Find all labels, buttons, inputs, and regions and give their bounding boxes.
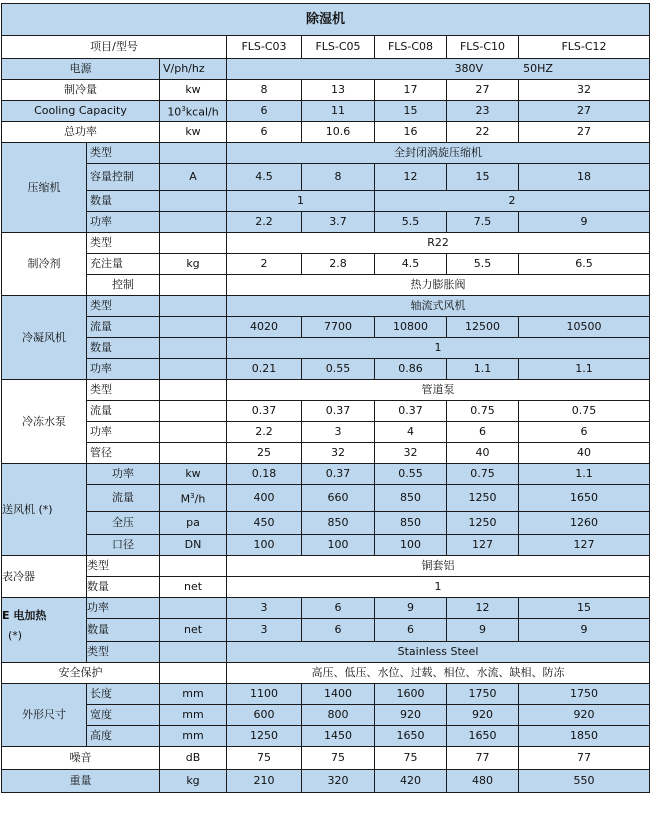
value-cell: 铜套铝 <box>227 556 650 577</box>
sub-label: 类型 <box>87 143 160 164</box>
total-power-row <box>2 122 650 143</box>
safety-row <box>2 663 650 684</box>
value-cell: 100 <box>302 535 375 556</box>
value-cell: 100 <box>375 535 447 556</box>
value-cell: 6 <box>227 101 302 122</box>
value-cell: 22 <box>447 122 519 143</box>
value-cell: 6 <box>227 122 302 143</box>
refrigerant-control-row <box>2 275 650 296</box>
value-cell: 1260 <box>519 512 650 535</box>
value-cell: 1650 <box>447 726 519 747</box>
value-cell: 127 <box>447 535 519 556</box>
value-cell: 0.55 <box>375 464 447 485</box>
row-label: 制冷量 <box>2 80 160 101</box>
value-cell: 10800 <box>375 317 447 338</box>
value-cell: 5.5 <box>447 254 519 275</box>
value-cell: 热力膨胀阀 <box>227 275 650 296</box>
power-supply-row <box>2 59 650 80</box>
unit-cell: kg <box>160 254 227 275</box>
heater-power-row <box>2 598 650 619</box>
condenser-type-row <box>2 296 650 317</box>
header-item: 项目/型号 <box>2 36 227 59</box>
cooling-kw-row <box>2 80 650 101</box>
value-cell: 轴流式风机 <box>227 296 650 317</box>
value-cell: 15 <box>447 164 519 191</box>
unit-sup: 3 <box>181 105 186 114</box>
unit-cell: net <box>160 577 227 598</box>
sub-label: 数量 <box>87 338 160 359</box>
value-cell: 0.75 <box>447 464 519 485</box>
value-cell: 0.37 <box>302 464 375 485</box>
value-cell: 7.5 <box>447 212 519 233</box>
value-cell: 77 <box>519 747 650 770</box>
sub-label: 类型 <box>87 233 160 254</box>
value-cell: 210 <box>227 770 302 793</box>
value-cell: 32 <box>375 443 447 464</box>
value-cell: 850 <box>375 512 447 535</box>
value-cell: 6 <box>302 619 375 642</box>
unit-cell: A <box>160 164 227 191</box>
header-row <box>2 36 650 59</box>
sub-label: 功率 <box>87 464 160 485</box>
value-cell: 1650 <box>519 485 650 512</box>
sub-label: 数量 <box>87 577 160 598</box>
noise-row <box>2 747 650 770</box>
model-header: FLS-C12 <box>519 36 650 59</box>
unit-cell: V/ph/hz <box>160 59 227 80</box>
value-cell: Stainless Steel <box>227 642 650 663</box>
section-label-refrigerant: 制冷剂 <box>2 233 87 296</box>
row-label: 重量 <box>2 770 160 793</box>
value-cell: 2.8 <box>302 254 375 275</box>
refrigerant-type-row <box>2 233 650 254</box>
value-cell: 12 <box>447 598 519 619</box>
value-cell: 400 <box>227 485 302 512</box>
section-label-surface-cooler: 表冷器 <box>2 556 87 598</box>
value-cell <box>227 59 650 80</box>
value-cell: 1850 <box>519 726 650 747</box>
pump-pipe-row <box>2 443 650 464</box>
value-cell: 0.21 <box>227 359 302 380</box>
sub-label: 功率 <box>87 598 160 619</box>
value-cell: 75 <box>375 747 447 770</box>
value-cell: 3 <box>227 619 302 642</box>
value-cell: 850 <box>375 485 447 512</box>
value-cell: 8 <box>227 80 302 101</box>
sub-label: 流量 <box>87 317 160 338</box>
sub-label: 全压 <box>87 512 160 535</box>
value-cell: 32 <box>302 443 375 464</box>
value-cell: 800 <box>302 705 375 726</box>
value-cell: 4020 <box>227 317 302 338</box>
value-cell: 6 <box>519 422 650 443</box>
row-label: 噪音 <box>2 747 160 770</box>
value-cell: 550 <box>519 770 650 793</box>
heater-label-note: (*) <box>8 629 23 642</box>
value-cell: 1650 <box>375 726 447 747</box>
cooler-type-row <box>2 556 650 577</box>
value-cell: 16 <box>375 122 447 143</box>
value-cell: 1.1 <box>519 359 650 380</box>
sub-label: 数量 <box>87 619 160 642</box>
sub-label: 充注量 <box>87 254 160 275</box>
model-header: FLS-C10 <box>447 36 519 59</box>
model-header: FLS-C08 <box>375 36 447 59</box>
cooler-qty-row <box>2 577 650 598</box>
heater-type-row <box>2 642 650 663</box>
value-cell: 75 <box>227 747 302 770</box>
value-cell: 1750 <box>447 684 519 705</box>
value-cell: 18 <box>519 164 650 191</box>
value-cell: 6.5 <box>519 254 650 275</box>
value-cell: 1250 <box>447 485 519 512</box>
value-cell: 27 <box>447 80 519 101</box>
value-cell: 420 <box>375 770 447 793</box>
value-cell: 2 <box>375 191 650 212</box>
sub-label: 长度 <box>87 684 160 705</box>
model-header: FLS-C05 <box>302 36 375 59</box>
value-cell: 3.7 <box>302 212 375 233</box>
sub-label: 控制 <box>87 275 160 296</box>
compressor-capacity-row <box>2 164 650 191</box>
value-cell: 12500 <box>447 317 519 338</box>
sub-label: 流量 <box>87 401 160 422</box>
value-cell: 0.55 <box>302 359 375 380</box>
value-cell: 11 <box>302 101 375 122</box>
value-cell: 管道泵 <box>227 380 650 401</box>
value-cell: 5.5 <box>375 212 447 233</box>
value-cell: 40 <box>519 443 650 464</box>
unit-cell: net <box>160 619 227 642</box>
pump-power-row <box>2 422 650 443</box>
compressor-qty-row <box>2 191 650 212</box>
value-cell: 9 <box>375 598 447 619</box>
unit-cell: dB <box>160 747 227 770</box>
value-cell: 17 <box>375 80 447 101</box>
sub-label: 类型 <box>87 296 160 317</box>
value-cell: 13 <box>302 80 375 101</box>
value-cell: 32 <box>519 80 650 101</box>
sub-label: 类型 <box>87 556 160 577</box>
value-cell: 127 <box>519 535 650 556</box>
value-cell: 高压、低压、水位、过载、相位、水流、缺相、防冻 <box>227 663 650 684</box>
value-cell: 450 <box>227 512 302 535</box>
unit-cell: mm <box>160 705 227 726</box>
value-cell: 10.6 <box>302 122 375 143</box>
condenser-power-row <box>2 359 650 380</box>
condenser-flow-row <box>2 317 650 338</box>
unit-cell: mm <box>160 684 227 705</box>
value-cell: 75 <box>302 747 375 770</box>
value-cell: 4 <box>375 422 447 443</box>
value-cell: 3 <box>227 598 302 619</box>
unit-base: 10 <box>167 105 182 119</box>
row-label: 电源 <box>2 59 160 80</box>
sub-label: 功率 <box>87 422 160 443</box>
row-label: 安全保护 <box>2 663 160 684</box>
value-cell: 9 <box>447 619 519 642</box>
cooling-kcal-row <box>2 101 650 122</box>
value-cell: 0.37 <box>302 401 375 422</box>
value-cell: 0.75 <box>519 401 650 422</box>
unit-cell: mm <box>160 726 227 747</box>
value-cell: 1400 <box>302 684 375 705</box>
value-cell: 9 <box>519 619 650 642</box>
supply-fan-flow-row <box>2 485 650 512</box>
dimension-height-row <box>2 726 650 747</box>
value-cell: 1450 <box>302 726 375 747</box>
value-cell: 1750 <box>519 684 650 705</box>
value-cell: 2.2 <box>227 422 302 443</box>
unit-cell <box>160 101 227 122</box>
compressor-power-row <box>2 212 650 233</box>
unit-cell: kw <box>160 464 227 485</box>
value-cell: 6 <box>302 598 375 619</box>
value-cell: 12 <box>375 164 447 191</box>
unit-sup: 3 <box>190 492 195 501</box>
section-label-dimensions: 外形尺寸 <box>2 684 87 747</box>
unit-cell <box>160 485 227 512</box>
value-cell: 0.18 <box>227 464 302 485</box>
value-cell: 27 <box>519 122 650 143</box>
row-label: 总功率 <box>2 122 160 143</box>
value-cell: 23 <box>447 101 519 122</box>
supply-fan-pressure-row <box>2 512 650 535</box>
value-cell: 1.1 <box>519 464 650 485</box>
sub-label: 类型 <box>87 380 160 401</box>
section-label-heater <box>2 598 87 663</box>
unit-cell: kw <box>160 122 227 143</box>
sub-label: 宽度 <box>87 705 160 726</box>
weight-row <box>2 770 650 793</box>
value-cell: 1600 <box>375 684 447 705</box>
value-cell: 920 <box>375 705 447 726</box>
value-cell: R22 <box>227 233 650 254</box>
spec-table <box>1 3 650 793</box>
value-cell: 1.1 <box>447 359 519 380</box>
row-label: Cooling Capacity <box>2 101 160 122</box>
value-cell: 660 <box>302 485 375 512</box>
heater-qty-row <box>2 619 650 642</box>
value-cell: 920 <box>447 705 519 726</box>
value-cell: 3 <box>302 422 375 443</box>
unit-cell: kg <box>160 770 227 793</box>
dimension-width-row <box>2 705 650 726</box>
value-cell: 0.37 <box>227 401 302 422</box>
pump-flow-row <box>2 401 650 422</box>
sub-label: 功率 <box>87 212 160 233</box>
sub-label: 管径 <box>87 443 160 464</box>
value-cell: 6 <box>375 619 447 642</box>
value-cell: 40 <box>447 443 519 464</box>
supply-fan-power-row <box>2 464 650 485</box>
value-cell: 320 <box>302 770 375 793</box>
section-label-supply-fan: 送风机 (*) <box>2 464 87 556</box>
supply-fan-diameter-row <box>2 535 650 556</box>
value-cell: 600 <box>227 705 302 726</box>
section-label-chilled-pump: 冷冻水泵 <box>2 380 87 464</box>
sub-label: 数量 <box>87 191 160 212</box>
value-cell: 全封闭涡旋压缩机 <box>227 143 650 164</box>
section-label-condenser-fan: 冷凝风机 <box>2 296 87 380</box>
value-cell: 15 <box>519 598 650 619</box>
value-cell: 8 <box>302 164 375 191</box>
sub-label: 类型 <box>87 642 160 663</box>
frequency-value: 50HZ <box>523 62 553 75</box>
sub-label: 流量 <box>87 485 160 512</box>
value-cell: 25 <box>227 443 302 464</box>
value-cell: 77 <box>447 747 519 770</box>
value-cell: 4.5 <box>375 254 447 275</box>
value-cell: 1100 <box>227 684 302 705</box>
condenser-qty-row <box>2 338 650 359</box>
voltage-value: 380V <box>454 62 484 75</box>
value-cell: 4.5 <box>227 164 302 191</box>
unit-base: M <box>180 492 191 506</box>
value-cell: 0.37 <box>375 401 447 422</box>
unit-cell: DN <box>160 535 227 556</box>
model-header: FLS-C03 <box>227 36 302 59</box>
value-cell: 1250 <box>227 726 302 747</box>
value-cell: 15 <box>375 101 447 122</box>
value-cell: 6 <box>447 422 519 443</box>
value-cell: 0.86 <box>375 359 447 380</box>
value-cell: 10500 <box>519 317 650 338</box>
refrigerant-charge-row <box>2 254 650 275</box>
sub-label: 高度 <box>87 726 160 747</box>
value-cell: 0.75 <box>447 401 519 422</box>
unit-rest: kcal/h <box>185 105 219 119</box>
sub-label: 口径 <box>87 535 160 556</box>
unit-cell: kw <box>160 80 227 101</box>
sub-label: 容量控制 <box>87 164 160 191</box>
value-cell: 1 <box>227 191 375 212</box>
section-label-compressor: 压缩机 <box>2 143 87 233</box>
unit-rest: /h <box>194 492 206 506</box>
value-cell: 1 <box>227 338 650 359</box>
value-cell: 27 <box>519 101 650 122</box>
value-cell: 850 <box>302 512 375 535</box>
dimension-length-row <box>2 684 650 705</box>
value-cell: 100 <box>227 535 302 556</box>
compressor-type-row <box>2 143 650 164</box>
unit-cell: pa <box>160 512 227 535</box>
heater-label-main: E 电加热 <box>2 609 47 622</box>
table-title: 除湿机 <box>2 4 650 36</box>
value-cell: 920 <box>519 705 650 726</box>
value-cell: 2.2 <box>227 212 302 233</box>
value-cell: 1250 <box>447 512 519 535</box>
value-cell: 480 <box>447 770 519 793</box>
value-cell: 2 <box>227 254 302 275</box>
value-cell: 7700 <box>302 317 375 338</box>
value-cell: 9 <box>519 212 650 233</box>
sub-label: 功率 <box>87 359 160 380</box>
pump-type-row <box>2 380 650 401</box>
value-cell: 1 <box>227 577 650 598</box>
